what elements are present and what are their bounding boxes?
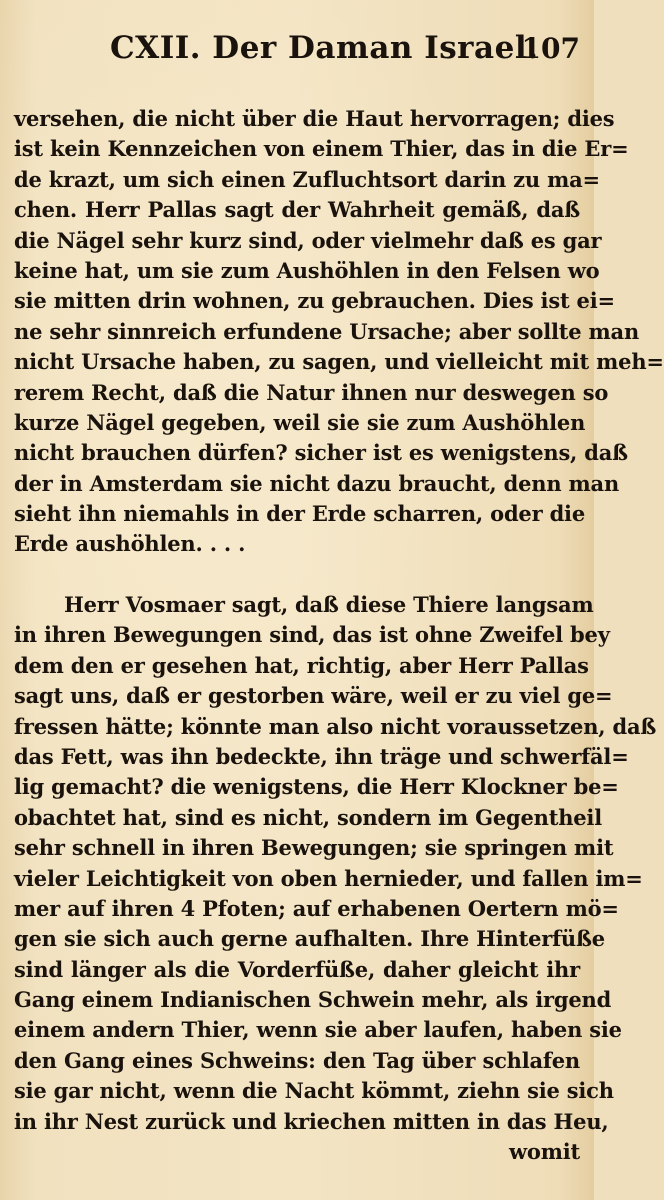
text-line: ne sehr sinnreich erfundene Ursache; aber sollte man — [14, 318, 640, 344]
text-line: Gang einem Indianischen Schwein mehr, als irgend — [14, 987, 612, 1013]
chapter-title: CXII. Der Daman Israel. — [110, 30, 539, 66]
text-line: fressen hätte; könnte man also nicht voraussetzen, daß — [14, 713, 657, 739]
text-line: rerem Recht, daß die Natur ihnen nur deswegen so — [14, 379, 609, 405]
text-line: nicht Ursache haben, zu sagen, und vielleicht mit meh= — [14, 349, 664, 375]
text-line: versehen, die nicht über die Haut hervorragen; dies — [14, 106, 615, 131]
text-line: dem den er gesehen hat, richtig, aber Herr Pallas — [14, 652, 589, 678]
text-line: sie gar nicht, wenn die Nacht kömmt, ziehn sie sich — [14, 1078, 614, 1104]
text-line: sehr schnell in ihren Bewegungen; sie springen mit — [14, 835, 614, 861]
running-header — [110, 30, 580, 76]
text-line: gen sie sich auch gerne aufhalten. Ihre Hinterfüße — [14, 926, 605, 952]
text-line: de krazt, um sich einen Zufluchtsort darin zu ma= — [14, 166, 600, 192]
text-line: mer auf ihren 4 Pfoten; auf erhabenen Oertern mö= — [14, 895, 619, 921]
text-line: sieht ihn niemahls in der Erde scharren, oder die — [14, 501, 585, 527]
text-line: in ihren Bewegungen sind, das ist ohne Zweifel bey — [14, 622, 610, 648]
page-number: 107 — [521, 32, 580, 65]
text-line: vieler Leichtigkeit von oben hernieder, und fallen im= — [14, 865, 643, 891]
text-line: sagt uns, daß er gestorben wäre, weil er zu viel ge= — [14, 683, 613, 709]
text-line: die Nägel sehr kurz sind, oder vielmehr daß es gar — [14, 227, 602, 253]
text-line: Erde aushöhlen. . . . — [14, 531, 246, 557]
text-line: den Gang eines Schweins: den Tag über schlafen — [14, 1047, 580, 1073]
text-line: Herr Vosmaer sagt, daß diese Thiere langsam — [64, 592, 594, 617]
catchword: womit — [509, 1139, 580, 1165]
text-line: das Fett, was ihn bedeckte, ihn träge und schwerfäl= — [14, 743, 629, 769]
text-line: kurze Nägel gegeben, weil sie sie zum Aushöhlen — [14, 409, 586, 435]
text-line: der in Amsterdam sie nicht dazu braucht, denn man — [14, 470, 620, 496]
text-line: ist kein Kennzeichen von einem Thier, das in die Er= — [14, 136, 629, 162]
text-line: sie mitten drin wohnen, zu gebrauchen. Dies ist ei= — [14, 288, 615, 314]
paragraph-2 — [14, 590, 657, 1167]
text-line: sind länger als die Vorderfüße, daher gleicht ihr — [14, 956, 580, 982]
text-line: nicht brauchen dürfen? sicher ist es wenigstens, daß — [14, 440, 628, 466]
text-line: chen. Herr Pallas sagt der Wahrheit gemäß, daß — [14, 197, 580, 223]
text-line: in ihr Nest zurück und kriechen mitten in das Heu, — [14, 1108, 609, 1134]
text-line: einem andern Thier, wenn sie aber laufen, haben sie — [14, 1017, 622, 1043]
text-line: keine hat, um sie zum Aushöhlen in den Felsen wo — [14, 257, 600, 283]
paragraph-1 — [14, 104, 664, 560]
text-line: lig gemacht? die wenigstens, die Herr Klockner be= — [14, 774, 619, 800]
text-line: obachtet hat, sind es nicht, sondern im Gegentheil — [14, 804, 602, 830]
